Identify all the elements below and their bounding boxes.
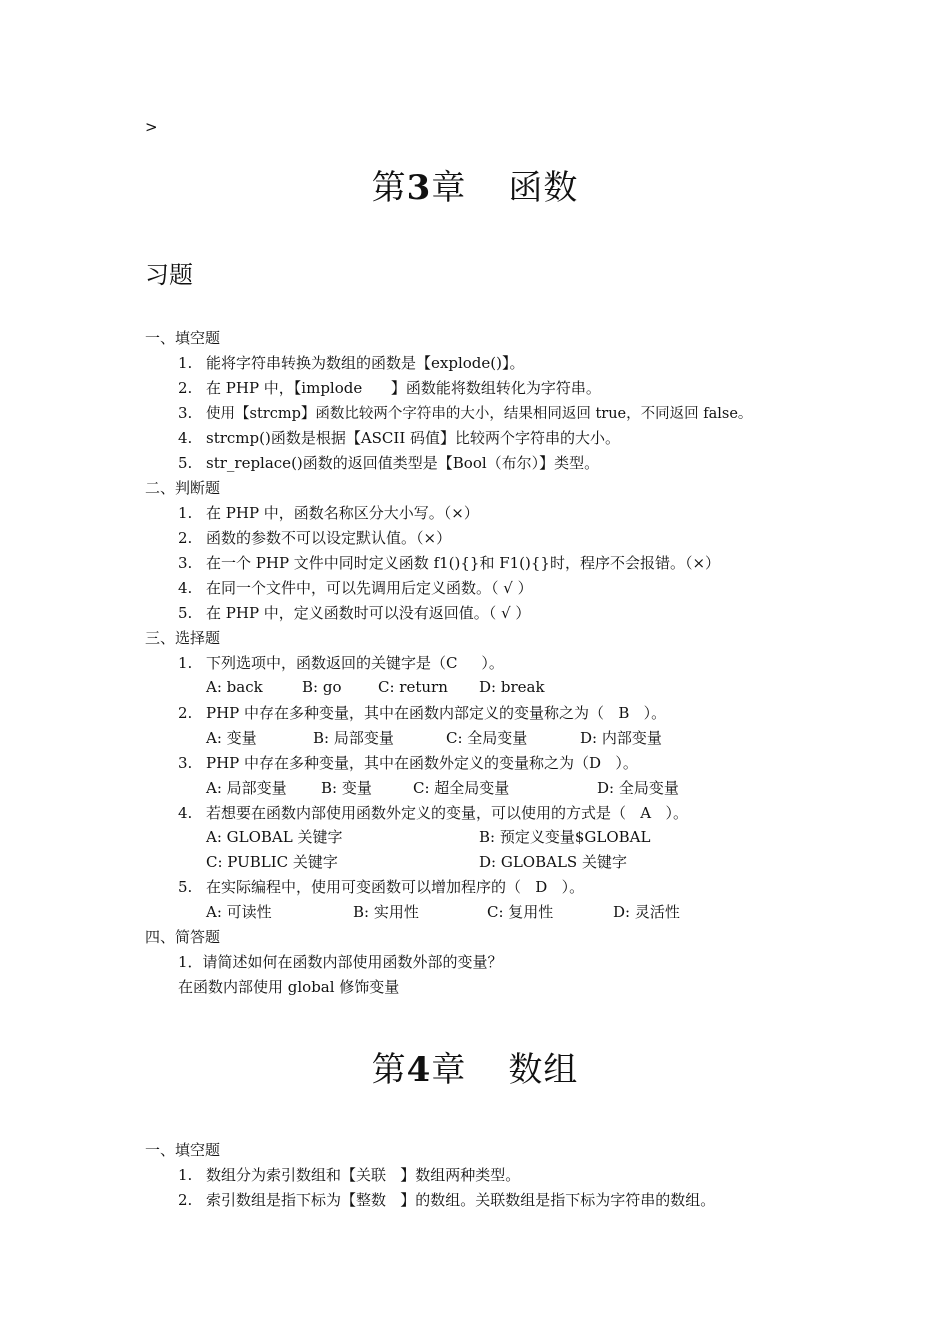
fill-item	[178, 352, 524, 373]
item-text: 在同一个文件中，可以先调用后定义函数。（ √ ）	[206, 579, 533, 597]
choice-question	[178, 802, 688, 823]
section-heading-fill: 一、填空题	[145, 329, 221, 347]
item-number: 4.	[178, 579, 193, 597]
item-number: 5.	[178, 604, 193, 622]
fill-item	[178, 452, 599, 473]
item-number: 2.	[178, 529, 193, 547]
choice-question	[178, 752, 638, 773]
section-heading-choice: 三、选择题	[145, 629, 221, 647]
choice-option: C: return	[378, 678, 448, 696]
fill-item	[178, 1164, 520, 1185]
choice-option: B: 实用性	[353, 903, 419, 921]
item-number: 2.	[178, 1191, 193, 1209]
chapter4-title-prefix: 第	[371, 1050, 407, 1090]
question-text: PHP 中存在多种变量，其中在函数内部定义的变量称之为（ B ）。	[206, 704, 667, 722]
choice-question	[178, 876, 584, 897]
choice-option: D: 内部变量	[580, 729, 662, 747]
choice-option: A: 变量	[206, 729, 257, 747]
judge-item	[178, 552, 720, 573]
chapter3-title-number: 3	[406, 168, 432, 208]
chapter4-title-mid: 章	[431, 1050, 467, 1090]
item-text: str_replace()函数的返回值类型是【Bool（布尔）】类型。	[206, 454, 600, 472]
item-number: 1.	[178, 504, 193, 522]
item-number: 5.	[178, 454, 193, 472]
item-number: 3.	[178, 404, 193, 422]
choice-option: D: GLOBALS 关键字	[479, 853, 627, 871]
item-text: 在 PHP 中，【implode 】函数能将数组转化为字符串。	[206, 379, 601, 397]
choice-option: A: GLOBAL 关键字	[206, 828, 343, 846]
item-number: 4.	[178, 804, 193, 822]
choice-question	[178, 652, 504, 673]
item-text: 在 PHP 中，定义函数时可以没有返回值。（ √ ）	[206, 604, 531, 622]
choice-option: A: 局部变量	[206, 779, 287, 797]
chapter3-title-name: 函数	[508, 168, 579, 208]
chapter3-title-prefix: 第	[371, 168, 407, 208]
item-number: 3.	[178, 554, 193, 572]
item-number: 3.	[178, 754, 193, 772]
item-number: 1.	[178, 354, 193, 372]
section-heading-short: 四、简答题	[145, 928, 221, 946]
section-heading-judge: 二、判断题	[145, 479, 221, 497]
choice-option: C: 复用性	[487, 903, 554, 921]
item-number: 1.	[178, 654, 193, 672]
item-number: 5.	[178, 878, 193, 896]
item-text: 数组分为索引数组和【关联 】数组两种类型。	[206, 1166, 521, 1184]
choice-option: C: PUBLIC 关键字	[206, 853, 338, 871]
judge-item	[178, 602, 530, 623]
item-text: 索引数组是指下标为【整数 】的数组。关联数组是指下标为字符串的数组。	[206, 1191, 716, 1209]
item-number: 2.	[178, 379, 193, 397]
question-text: 若想要在函数内部使用函数外定义的变量，可以使用的方式是（ A ）。	[206, 804, 688, 822]
short-question: 1．请简述如何在函数内部使用函数外部的变量？	[178, 953, 503, 971]
choice-option: D: 全局变量	[597, 779, 679, 797]
fill-item	[178, 1189, 715, 1210]
fill-item	[178, 377, 601, 398]
item-text: 能将字符串转换为数组的函数是【explode()】。	[206, 354, 525, 372]
choice-option: C: 全局变量	[446, 729, 528, 747]
short-answer: 在函数内部使用 global 修饰变量	[178, 978, 400, 996]
chapter4-title	[0, 1042, 950, 1091]
bullet-marker: >	[145, 118, 158, 136]
fill-item	[178, 427, 620, 448]
exercise-heading: 习题	[145, 261, 193, 289]
choice-option: D: 灵活性	[613, 903, 680, 921]
choice-option: C: 超全局变量	[413, 779, 510, 797]
choice-option: B: 预定义变量$GLOBAL	[479, 828, 651, 846]
choice-option: B: go	[302, 678, 342, 696]
chapter3-title-mid: 章	[431, 168, 467, 208]
choice-option: A: back	[206, 678, 263, 696]
item-number: 4.	[178, 429, 193, 447]
judge-item	[178, 527, 451, 548]
chapter3-title	[0, 160, 950, 209]
chapter4-title-number: 4	[406, 1050, 432, 1090]
item-text: 在 PHP 中，函数名称区分大小写。（×）	[206, 504, 479, 522]
fill-item	[178, 402, 752, 423]
item-text: 函数的参数不可以设定默认值。（×）	[206, 529, 452, 547]
item-text: 在一个 PHP 文件中同时定义函数 f1(){}和 F1(){}时，程序不会报错。（×）	[206, 554, 721, 572]
item-text: strcmp()函数是根据【ASCII 码值】比较两个字符串的大小。	[206, 429, 621, 447]
question-text: PHP 中存在多种变量，其中在函数外定义的变量称之为（D ）。	[206, 754, 638, 772]
question-text: 在实际编程中，使用可变函数可以增加程序的（ D ）。	[206, 878, 585, 896]
judge-item	[178, 502, 479, 523]
choice-option: B: 变量	[321, 779, 372, 797]
item-number: 1.	[178, 1166, 193, 1184]
choice-question	[178, 702, 666, 723]
question-text: 下列选项中，函数返回的关键字是（C ）。	[206, 654, 504, 672]
choice-option: D: break	[479, 678, 545, 696]
choice-option: A: 可读性	[206, 903, 272, 921]
choice-option: B: 局部变量	[313, 729, 394, 747]
item-number: 2.	[178, 704, 193, 722]
chapter4-title-name: 数组	[508, 1050, 579, 1090]
judge-item	[178, 577, 533, 598]
item-text: 使用【strcmp】函数比较两个字符串的大小，结果相同返回 true，不同返回 false。	[206, 406, 753, 422]
section-heading-fill-ch4: 一、填空题	[145, 1141, 221, 1159]
